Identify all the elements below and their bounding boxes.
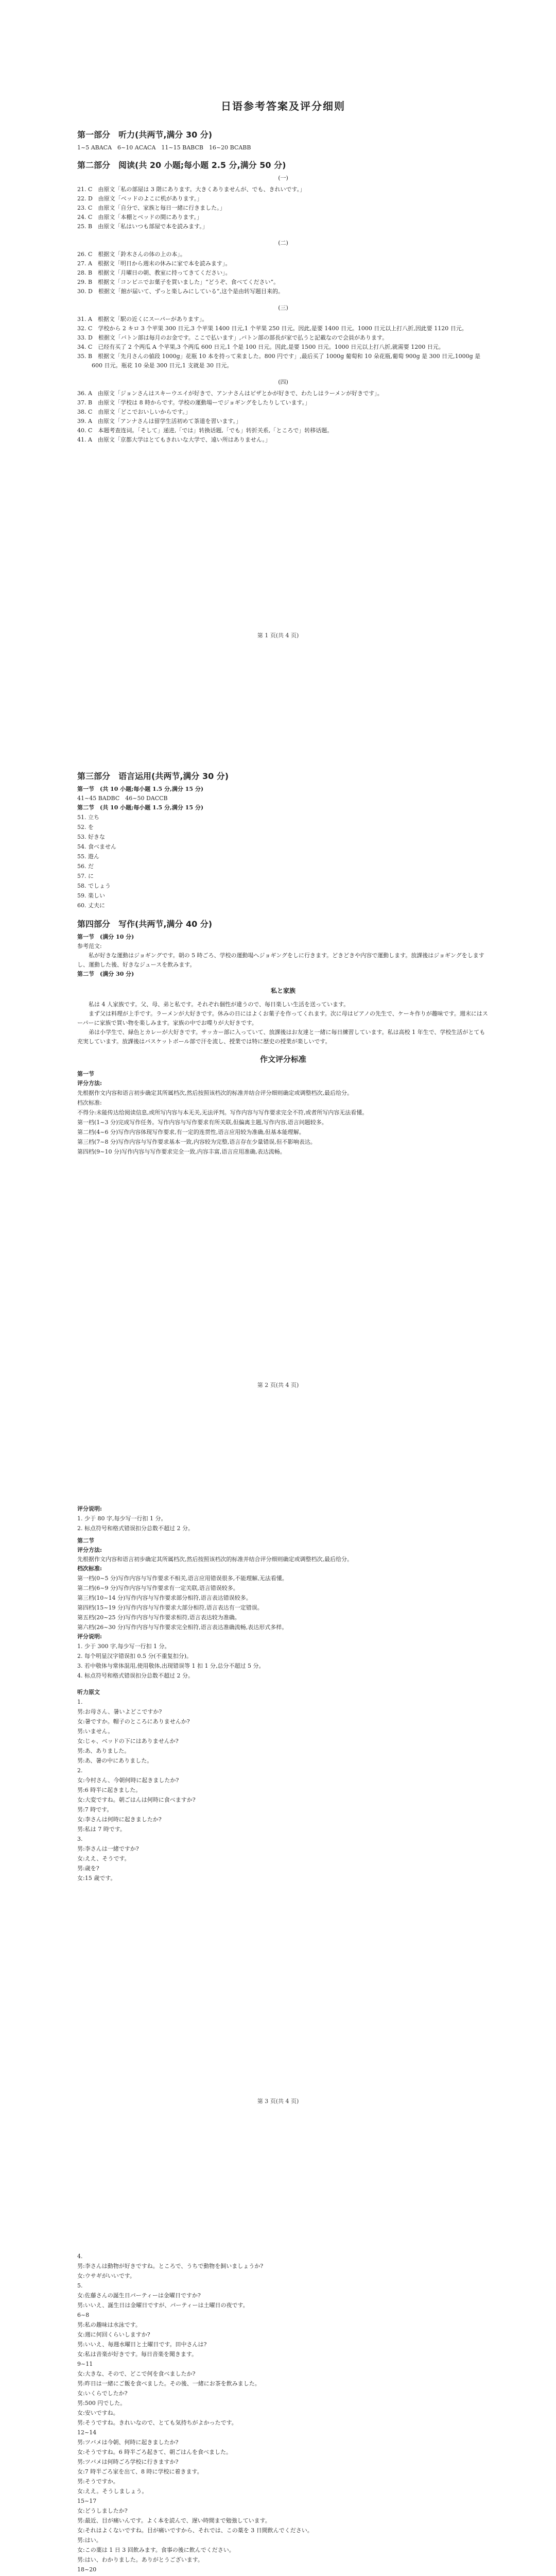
reading-answer-item: 27. A 根据文「明日から週末の休みに家で本を読みます」。 — [77, 260, 231, 267]
reading-answer-item: 21. C 由原文「私の部屋は 3 階にあります。大きくありませんが、でも、きれいです。」 — [77, 186, 306, 193]
dialog-line: 15~17 — [77, 2498, 97, 2504]
dialog-lines-2 — [77, 2251, 489, 2576]
part4-sec1: 第一节 (满分 10 分) — [77, 934, 134, 940]
dialog-line: 女:この薬は 1 日 3 回飲みます。食事の後に飲んでください。 — [77, 2547, 235, 2553]
listening-title: 听力原文 — [77, 1689, 100, 1696]
blank-answer: 60. 丈夫に — [77, 902, 105, 909]
eval-line: 2. 标点符号和格式错误扣分总数不超过 2 分。 — [77, 1525, 194, 1532]
dialog-line: 女:私は音楽が好きです。毎日音楽を聞きます。 — [77, 2351, 197, 2358]
standard-line: 第三档(7~8 分)写作内容与写作要求基本一致,内容较为完整,语言存在少量错误,但不影响表达。 — [77, 1139, 316, 1145]
eval-line: 1. 少于 80 字,每少写一行扣 1 分。 — [77, 1515, 167, 1522]
eval2-line: 4. 标点符号和格式错误扣分总数不超过 2 分。 — [77, 1672, 194, 1679]
page-3-content — [77, 1504, 489, 1883]
dialog-line: 男:そうですか。 — [77, 2478, 119, 2485]
dialog-line: 9~11 — [77, 2361, 93, 2367]
dialog-line: 女:大きな、そので、どこで何を食べましたか? — [77, 2370, 196, 2377]
essay-body — [77, 1000, 489, 1046]
dialog-line: 男:昨日は一緒にご飯を食べました。その後、一緒にお茶を飲みました。 — [77, 2380, 260, 2387]
blank-answer: 57. に — [77, 873, 94, 879]
dialog-line: 男:はい。 — [77, 2537, 102, 2544]
dialog-line: 男:7 時です。 — [77, 1806, 113, 1813]
page-1-footer: 第 1 页(共 4 页) — [257, 632, 299, 639]
dialog-line: 男:ツバメは今朝、何時に起きましたか? — [77, 2439, 179, 2446]
blank-answer: 58. でしょう — [77, 883, 111, 889]
dialog-line: 女:ええ、そうです。 — [77, 1855, 130, 1862]
level-line: 第六档(26~30 分)写作内容与写作要求完全相符,语言表达准确流畅,表达形式多样。 — [77, 1624, 288, 1631]
dialog-line: 女:暑ですか。帽子のところにありませんか? — [77, 1718, 190, 1725]
part2-heading: 第二部分 阅读(共 20 小题;每小题 2.5 分,满分 50 分) — [77, 160, 286, 170]
sec2-title: 第二节 — [77, 1537, 94, 1544]
part3-sec2: 第二节 (共 10 小题;每小题 1.5 分,满分 15 分) — [77, 804, 204, 811]
dialog-line: 6~8 — [77, 2312, 90, 2318]
page-1 — [0, 77, 556, 644]
dialog-line: 男:私は 7 時です。 — [77, 1826, 126, 1833]
dialog-line: 男:はい、わかりました。ありがとうございます。 — [77, 2556, 203, 2563]
eval-title: 评分说明: — [77, 1505, 102, 1512]
eval2-line: 2. 每个明显汉字错误扣 0.5 分(不重复扣分)。 — [77, 1653, 193, 1659]
page-2 — [0, 762, 556, 1396]
reading-answer-item: 39. A 由原文「アンナさんは留学生活初めて茶道を習います。」 — [77, 418, 242, 425]
level-line: 第五档(20~25 分)写作内容与写作要求相符,语言表达较为准确。 — [77, 1614, 240, 1621]
essay-paragraph: 私は 4 人家族です。父、母、弟と私です。それぞれ個性が違うので、毎日楽しい生活を送っています。 — [89, 1001, 350, 1008]
blank-answer: 55. 遊ん — [77, 853, 99, 860]
level-line: 第一档(0~5 分)写作内容与写作要求不相关,语言应用错误很多,不能理解,无法看懂。 — [77, 1575, 288, 1582]
dialog-line: 2. — [77, 1767, 83, 1774]
blank-answer: 53. 好きな — [77, 834, 105, 840]
method-text: 先根据作文内容和语言初步确定其所属档次,然后按照该档次的标准并结合评分细则确定或调整档次,最后给分。 — [77, 1556, 353, 1563]
page-3-footer: 第 3 页(共 4 页) — [257, 2098, 299, 2105]
eval-lines — [77, 1514, 489, 1533]
eval2-lines — [77, 1641, 489, 1681]
eval2-line: 1. 少于 300 字,每少写一行扣 1 分。 — [77, 1643, 170, 1650]
reading-answer-item: 25. B 由原文「私はいつも部屋で本を読みます。」 — [77, 223, 208, 230]
dialog-line: 女:そうですね。6 時半ごろ起きて、朝ごはんを食べました。 — [77, 2449, 232, 2455]
dialog-line: 女:ウサギがいいです。 — [77, 2273, 135, 2279]
document-title: 日语参考答案及评分细则 — [221, 100, 345, 112]
dialog-line: 男:最近、目が痛いんです。よく本を読んで、遅い時間まで勉強しています。 — [77, 2517, 271, 2524]
reading-answer-item: 24. C 由原文「本棚とベッドの間にあります。」 — [77, 214, 203, 221]
level-line: 第二档(6~9 分)写作内容与写作要求有一定关联,语言错误较多。 — [77, 1585, 239, 1591]
reading-answer-item: 33. D 根据文「バトン部は毎月のお金です。ここで払います」,バトン部の部長が家で払うと記載なので会員があります。 — [77, 334, 388, 341]
dialog-line: 女:いくらでしたか? — [77, 2390, 128, 2397]
group-label: (二) — [278, 240, 288, 246]
dialog-line: 18~20 — [77, 2566, 97, 2573]
dialog-line: 4. — [77, 2253, 83, 2260]
dialog-line: 男:500 円でした。 — [77, 2400, 126, 2406]
part3-sec1-answers: 41~45 BADBC 46~50 DACCB — [77, 795, 168, 802]
dialog-line: 女:それはよくないですね。目が痛いですから、それでは、この薬を 3 日間飲んでください。 — [77, 2527, 313, 2534]
dialog-line: 男:そうですね。きれいなので、とても気持ちがよかったです。 — [77, 2419, 237, 2426]
reading-answer-item: 28. B 根据文「月曜日の朝、教室に持ってきてください」。 — [77, 269, 231, 276]
level-title: 档次标准: — [77, 1565, 102, 1572]
eval2-title: 评分说明: — [77, 1633, 102, 1640]
page-4 — [0, 2251, 556, 2576]
reading-answer-item: 40. C 本题考查连词。「そして」递进,「では」转换话题,「でも」转折关系,「ところで」转移话题。 — [77, 427, 333, 434]
page-2-footer: 第 2 页(共 4 页) — [257, 1382, 299, 1388]
page-4-content — [77, 2251, 489, 2576]
standard-line: 第二档(4~6 分)写作内容体现写作要求,有一定的连贯性,语言应用较为准确,但基本能理解。 — [77, 1129, 305, 1136]
standard-line: 第一档(1~3 分)完成写作任务。写作内容与写作要求有所关联,但偏离主题,写作内容,语言问题较多。 — [77, 1119, 327, 1126]
dialog-line: 男:あ、暑の中にありました。 — [77, 1757, 153, 1764]
standard-line: 档次标准: — [77, 1099, 102, 1106]
reading-answer-item: 22. D 由原文「ベッドのよこに机があります。」 — [77, 195, 203, 202]
essay-paragraph: まず父は料理が上手です。ラーメンが大好きです。休みの日にはよくお菓子を作ってくれます。次に母はピアノの先生で、ケーキ作りが趣味です。週末にはスーパーに家族で買い物を楽しみます。家族の中でお喋りが大好きです。 — [77, 1010, 488, 1026]
dialog-line: 男:歳を? — [77, 1865, 99, 1872]
dialog-line: 男:お母さん、暑いよどこですか? — [77, 1708, 162, 1715]
reading-answer-item: 37. B 由原文「学校は 8 時からです。学校の運動場ーでジョギングをしたりしています。」 — [77, 399, 311, 406]
reading-answer-item: 34. C 已经有买了 2 个两瓜 A 个苹果,3 个两瓜 600 日元,1 个是 100 日元。因此,是要 1500 日元。1000 日元以上打八折,就需要 1200 日元。 — [77, 344, 444, 350]
blank-answer: 51. 立ち — [77, 814, 99, 821]
dialog-line: 女:佐藤さんの誕生日パーティーは金曜日ですか? — [77, 2292, 201, 2299]
page-1-content — [77, 77, 489, 449]
group-label: (一) — [278, 175, 288, 181]
part4-heading: 第四部分 写作(共两节,满分 40 分) — [77, 919, 213, 929]
dialog-line: 1. — [77, 1699, 83, 1705]
dialog-line: 12~14 — [77, 2429, 97, 2436]
dialog-line: 女:李さんは何時に起きましたか? — [77, 1816, 162, 1823]
dialog-line: 男:李さんは動物が好きですね。ところで、うちで動物を飼いましょうか? — [77, 2263, 264, 2269]
part4-sec2: 第二节 (满分 30 分) — [77, 971, 134, 977]
reading-answer-item: 23. C 由原文「自分で、家族と毎日一緒に行きました。」 — [77, 205, 225, 211]
std-sec1: 第一节 — [77, 1071, 94, 1077]
reading-answer-item: 29. B 根据文「コンビニでお菓子を買いました」“どうぞ、食べてください”。 — [77, 279, 280, 285]
level-line: 第三档(10~14 分)写作内容与写作要求部分相符,语言表达错误较多。 — [77, 1595, 252, 1601]
dialog-line: 女:ええ。そうしましょう。 — [77, 2488, 148, 2495]
reading-answer-item: 31. A 根据文「駅の近くにスーパーがあります」。 — [77, 316, 208, 323]
reading-answer-item: 35. B 根据文「先月さんの値段 1000g」花瓶 10 本を持って来ました。800 円です」,最后买了 1000g 葡萄和 10 朵花瓶,葡萄 900g 是 300 日元,1000g 是 600 日元。瓶花 10 朵是 300 日元,1 支就是 30 日元。 — [77, 353, 481, 369]
page-3 — [0, 1504, 556, 2123]
standard-title: 作文评分标准 — [259, 1055, 306, 1064]
dialog-line: 男:いいえ、毎週水曜日と土曜日です。田中さんは? — [77, 2341, 207, 2348]
page-2-content — [77, 762, 489, 1157]
dialog-line: 男:私の趣味は水泳です。 — [77, 2321, 141, 2328]
standard-lines — [77, 1088, 489, 1157]
dialog-line: 3. — [77, 1836, 83, 1842]
dialog-line: 5. — [77, 2282, 83, 2289]
dialog-line: 男:あ、ありました。 — [77, 1748, 130, 1754]
method-title: 评分方法: — [77, 1547, 102, 1553]
part4-ref-label: 参考范文: — [77, 943, 102, 950]
reading-answer-item: 38. C 由原文「どこでおいしいからです。」 — [77, 409, 191, 415]
dialog-line: 男:李さんは一緒ですか? — [77, 1845, 139, 1852]
dialog-lines — [77, 1697, 489, 1883]
blank-answers — [77, 812, 489, 910]
reading-answer-item: 26. C 根据文「鈴木さんの体の上の本」。 — [77, 251, 186, 258]
standard-line: 第四档(9~10 分)写作内容与写作要求完全一致,内容丰富,语言应用准确,表达流畅。 — [77, 1148, 286, 1155]
reading-answer-item: 41. A 由原文「京都大学はとてもきれいな大学で、遠い所はありません。」 — [77, 436, 271, 443]
dialog-line: 女:週に何回くらいしますか? — [77, 2331, 150, 2338]
dialog-line: 男:いいえ、誕生日は金曜日ですが、パーティーは土曜日の夜です。 — [77, 2302, 249, 2309]
dialog-line: 女:今村さん、今朝何時に起きましたか? — [77, 1777, 179, 1784]
std-points-title: 评分方法: — [77, 1080, 102, 1087]
essay-title: 私と家族 — [270, 987, 296, 994]
dialog-line: 女:15 歳です。 — [77, 1875, 116, 1882]
blank-answer: 59. 楽しい — [77, 892, 105, 899]
reading-answer-item: 30. D 根据文「館が届いて、ずっと楽しみにしている”,这个是由转写题目来的。 — [77, 288, 284, 295]
level-lines — [77, 1573, 489, 1632]
standard-line: 不得分:未能传达给阅读信息,或所写内容与本无关,无法评判。写作内容与写作要求完全不符,或者所写内容无法看懂。 — [77, 1109, 368, 1116]
part3-heading: 第三部分 语言运用(共两节,满分 30 分) — [77, 771, 229, 781]
dialog-line: 男:6 時半に起きました。 — [77, 1787, 142, 1793]
part1-answers: 1~5 ABACA 6~10 ACACA 11~15 BABCB 16~20 BCABB — [77, 144, 251, 151]
part1-heading: 第一部分 听力(共两节,满分 30 分) — [77, 130, 213, 140]
dialog-line: 女:じゃ、ベッドの下にはありませんか? — [77, 1738, 179, 1744]
essay-paragraph: 弟は小学生で、緑色とカレーが大好きです。サッカー部に入っていて、放課後はお友達と一緒に毎日練習しています。私は高校 1 年生で、学校生活がとても充実しています。放課後はバスケットボール部で汗を流し、授業では特に歴史の授業が楽しいです。 — [77, 1029, 485, 1045]
dialog-line: 男:いません。 — [77, 1728, 114, 1735]
part3-sec1: 第一节 (共 10 小题;每小题 1.5 分,满分 15 分) — [77, 786, 204, 792]
dialog-line: 男:ツバメは何時ごろ学校に行きますか? — [77, 2459, 179, 2465]
group-label: (四) — [278, 379, 288, 385]
dialog-line: 女:大変ですね。朝ごはんは何時に食べますか? — [77, 1797, 196, 1803]
dialog-line: 女:安いですね。 — [77, 2410, 119, 2416]
level-line: 第四档(15~19 分)写作内容与写作要求大部分相符,语言表达有一定错误。 — [77, 1604, 263, 1611]
eval2-line: 3. 若中敬体与常体混用,使用敬体,出现错误等 1 扣 1 分,总分不超过 5 分。 — [77, 1663, 265, 1669]
reading-answer-item: 32. C 学校から 2 キロ 3 个苹果 300 日元,3 个苹果 1400 日元,1 个苹果 250 日元。因此,是要 1400 日元。1000 日元以上打八折,因此要 1120 日元。 — [77, 325, 467, 332]
standard-line: 先根据作文内容和语言初步确定其所属档次,然后按照该档次的标准并结合评分细则确定或调整档次,最后给分。 — [77, 1090, 353, 1096]
group-label: (三) — [278, 304, 288, 311]
blank-answer: 54. 食べません — [77, 843, 116, 850]
blank-answer: 56. だ — [77, 863, 94, 870]
reading-groups — [77, 174, 489, 449]
dialog-line: 女:7 時半ごろ家を出て、8 時に学校に着きます。 — [77, 2468, 203, 2475]
reading-answer-item: 36. A 由原文「ジョンさんはスキーウエイが好きで、アンナさんはピザとかが好きで、わたしはラーメンが好きです」。 — [77, 390, 383, 397]
dialog-line: 女:どうしましたか? — [77, 2507, 128, 2514]
part4-ref-text: 私が好きな運動はジョギングです。朝の 5 時ごろ、学校の運動場へジョギングをしに行きます。どきどきや内容で運動します。放課後はジョギングをしますし、運動した後、好きなジュースを飲みます。 — [77, 952, 484, 968]
blank-answer: 52. を — [77, 824, 94, 831]
